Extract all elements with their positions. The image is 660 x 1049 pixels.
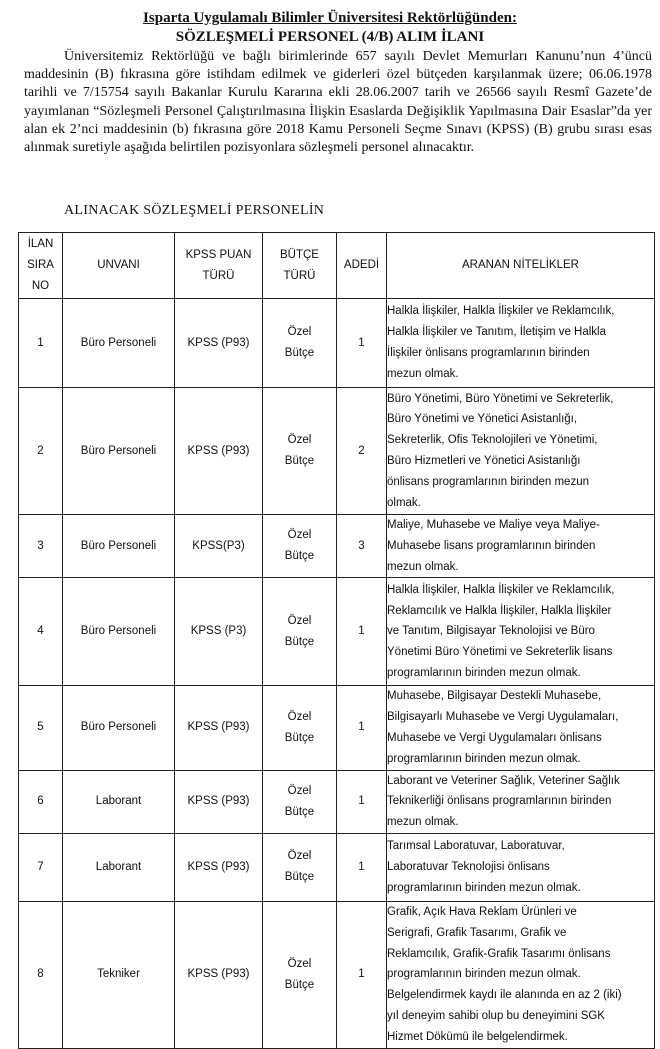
header-kpss-puan-turu: KPSS PUAN TÜRÜ xyxy=(175,233,263,299)
qualification-line: Yönetimi Büro Yönetimi ve Sekreterlik lisans xyxy=(387,646,613,659)
row-title: Laborant xyxy=(63,833,175,901)
row-budget-type xyxy=(263,578,337,686)
row-count: 2 xyxy=(337,388,387,515)
row-budget-type xyxy=(263,901,337,1048)
budget-line: Bütçe xyxy=(284,978,315,991)
section-title: ALINACAK SÖZLEŞMELİ PERSONELİN xyxy=(64,203,325,218)
table-row xyxy=(19,388,655,515)
qualification-line: Halkla İlişkiler, Halkla İlişkiler ve Reklamcılık, xyxy=(387,305,615,318)
header-unvan: UNVANI xyxy=(63,233,175,299)
row-title: Büro Personeli xyxy=(63,388,175,515)
row-count: 1 xyxy=(337,578,387,686)
row-number: 5 xyxy=(19,686,63,770)
row-kpss-type: KPSS (P93) xyxy=(175,388,263,515)
budget-line: Özel xyxy=(287,710,312,723)
row-budget-type xyxy=(263,388,337,515)
qualification-line: mezun olmak. xyxy=(387,367,459,380)
qualification-line: Serigrafi, Grafik Tasarımı, Grafik ve xyxy=(387,926,567,939)
budget-line: Özel xyxy=(287,326,312,338)
table-row xyxy=(19,578,655,686)
budget-line: Özel xyxy=(287,850,312,863)
row-title: Büro Personeli xyxy=(63,299,175,388)
qualification-line: programlarının birinden mezun olmak. xyxy=(387,667,581,680)
row-count: 1 xyxy=(337,299,387,388)
row-budget-type xyxy=(263,299,337,388)
qualification-line: Grafik, Açık Hava Reklam Ürünleri ve xyxy=(387,905,577,918)
row-budget-type xyxy=(263,770,337,833)
budget-line: Özel xyxy=(287,957,312,970)
row-qualifications xyxy=(387,901,655,1048)
qualification-line: Laboratuvar Teknolojisi önlisans xyxy=(387,861,550,874)
qualification-line: Maliye, Muhasebe ve Maliye veya Maliye- xyxy=(387,519,600,531)
budget-line: Bütçe xyxy=(284,347,315,359)
qualification-line: Büro Yönetimi, Büro Yönetimi ve Sekreterlik, xyxy=(387,392,614,405)
row-title: Büro Personeli xyxy=(63,578,175,686)
row-number: 2 xyxy=(19,388,63,515)
qualification-line: İlişkiler önlisans programlarının birinden xyxy=(387,347,590,359)
qualification-line: programlarının birinden mezun olmak. xyxy=(387,752,581,765)
row-count: 1 xyxy=(337,901,387,1048)
table-row xyxy=(19,833,655,901)
row-kpss-type: KPSS (P93) xyxy=(175,686,263,770)
row-kpss-type: KPSS (P3) xyxy=(175,578,263,686)
qualification-line: Teknikerliği önlisans programlarının birinden xyxy=(387,795,612,808)
row-number: 1 xyxy=(19,299,63,388)
budget-line: Bütçe xyxy=(284,455,315,467)
row-count: 1 xyxy=(337,770,387,833)
table-body xyxy=(19,299,655,1049)
row-number: 6 xyxy=(19,770,63,833)
budget-line: Özel xyxy=(287,434,312,446)
qualification-line: Halkla İlişkiler ve Tanıtım, İletişim ve Halkla xyxy=(387,326,606,339)
qualification-line: programlarının birinden mezun olmak. xyxy=(387,968,581,981)
row-kpss-type: KPSS (P93) xyxy=(175,901,263,1048)
qualification-line: programlarının birinden mezun olmak. xyxy=(387,881,581,894)
qualification-line: Hizmet Dökümü ile belgelendirmek. xyxy=(387,1030,568,1043)
qualification-line: Tarımsal Laboratuvar, Laboratuvar, xyxy=(387,840,565,853)
table-row xyxy=(19,770,655,833)
row-qualifications xyxy=(387,770,655,833)
qualification-line: Halkla İlişkiler, Halkla İlişkiler ve Reklamcılık, xyxy=(387,583,615,596)
row-number: 7 xyxy=(19,833,63,901)
announcement-title: SÖZLEŞMELİ PERSONEL (4/B) ALIM İLANI xyxy=(175,29,485,45)
qualification-line: mezun olmak. xyxy=(387,816,459,829)
row-title: Tekniker xyxy=(63,901,175,1048)
row-number: 3 xyxy=(19,515,63,578)
row-title: Büro Personeli xyxy=(63,515,175,578)
row-count: 3 xyxy=(337,515,387,578)
row-title: Büro Personeli xyxy=(63,686,175,770)
qualification-line: olmak. xyxy=(387,496,421,509)
header-ilan-sira-no: İLAN SIRA NO xyxy=(19,233,63,299)
table-row xyxy=(19,686,655,770)
qualification-line: Muhasebe lisans programlarının birinden xyxy=(387,539,596,552)
row-kpss-type: KPSS (P93) xyxy=(175,299,263,388)
row-kpss-type: KPSS (P93) xyxy=(175,770,263,833)
row-qualifications xyxy=(387,515,655,578)
row-title: Laborant xyxy=(63,770,175,833)
table-row xyxy=(19,515,655,578)
header-butce-turu: BÜTÇE TÜRÜ xyxy=(263,233,337,299)
row-qualifications xyxy=(387,299,655,388)
qualification-line: Büro Yönetimi ve Yönetici Asistanlığı, xyxy=(387,413,578,426)
row-count: 1 xyxy=(337,686,387,770)
qualification-line: yıl deneyim sahibi olup bu deneyimini SGK xyxy=(387,1009,605,1022)
budget-line: Özel xyxy=(287,614,312,627)
qualification-line: Bilgisayarlı Muhasebe ve Vergi Uygulamaları, xyxy=(387,711,619,724)
row-qualifications xyxy=(387,686,655,770)
table-header-row xyxy=(19,233,655,299)
row-qualifications xyxy=(387,578,655,686)
budget-line: Bütçe xyxy=(284,871,315,884)
qualification-line: ve Tanıtım, Bilgisayar Teknolojisi ve Büro xyxy=(387,625,595,638)
row-count: 1 xyxy=(337,833,387,901)
qualification-line: Belgelendirmek kaydı ile alanında en az 2 (iki) xyxy=(387,989,622,1002)
qualification-line: Büro Hizmetleri ve Yönetici Asistanlığı xyxy=(387,455,581,467)
intro-paragraph: Üniversitemiz Rektörlüğü ve bağlı birimlerinde 657 sayılı Devlet Memurları Kanunu’nun 4’üncü maddesinin (B) fıkrasına göre istihdam edilmek ve giderleri özel bütçeden karşılanmak üzere; 06.06.1978 tarihli ve 7/15754 sayılı Bakanlar Kurulu Kararına ekli 28.06.2007 tarih ve 26566 sayılı Resmî Gazete’de yayımlanan “Sözleşmeli Personel Çalıştırılmasına İlişkin Esaslarda Değişiklik Yapılmasına Dair Esaslar”da yer alan ek 2’nci maddesinin (b) fıkrasına göre 2018 Kamu Personeli Seçme Sınavı (KPSS) (B) grubu sırası esas alınmak suretiyle aşağıda belirtilen pozisyonlara sözleşmeli personel alınacaktır. xyxy=(24,49,652,156)
budget-line: Bütçe xyxy=(284,805,315,818)
budget-line: Özel xyxy=(287,529,312,542)
table-row xyxy=(19,901,655,1048)
positions-table xyxy=(18,232,655,1049)
row-budget-type xyxy=(263,833,337,901)
qualification-line: Reklamcılık ve Halkla İlişkiler, Halkla İlişkiler xyxy=(387,604,612,617)
header-aranan-nitelikler: ARANAN NİTELİKLER xyxy=(387,233,655,299)
budget-line: Özel xyxy=(287,784,312,797)
header-adedi: ADEDİ xyxy=(337,233,387,299)
row-qualifications xyxy=(387,833,655,901)
row-qualifications xyxy=(387,388,655,515)
budget-line: Bütçe xyxy=(284,731,315,744)
qualification-line: Reklamcılık, Grafik-Grafik Tasarımı önlisans xyxy=(387,947,611,960)
qualification-line: Laborant ve Veteriner Sağlık, Veteriner Sağlık xyxy=(387,774,620,787)
qualification-line: Muhasebe ve Vergi Uygulamaları önlisans xyxy=(387,731,602,744)
row-kpss-type: KPSS(P3) xyxy=(175,515,263,578)
row-kpss-type: KPSS (P93) xyxy=(175,833,263,901)
qualification-line: mezun olmak. xyxy=(387,560,459,573)
institution-title: Isparta Uygulamalı Bilimler Üniversitesi Rektörlüğünden: xyxy=(143,10,517,26)
qualification-line: önlisans programlarının birinden mezun xyxy=(387,475,589,488)
row-number: 4 xyxy=(19,578,63,686)
row-budget-type xyxy=(263,686,337,770)
budget-line: Bütçe xyxy=(284,635,315,648)
table-row xyxy=(19,299,655,388)
qualification-line: Muhasebe, Bilgisayar Destekli Muhasebe, xyxy=(387,690,602,703)
row-budget-type xyxy=(263,515,337,578)
row-number: 8 xyxy=(19,901,63,1048)
budget-line: Bütçe xyxy=(284,550,315,563)
qualification-line: Sekreterlik, Ofis Teknolojileri ve Yönetimi, xyxy=(387,434,598,447)
